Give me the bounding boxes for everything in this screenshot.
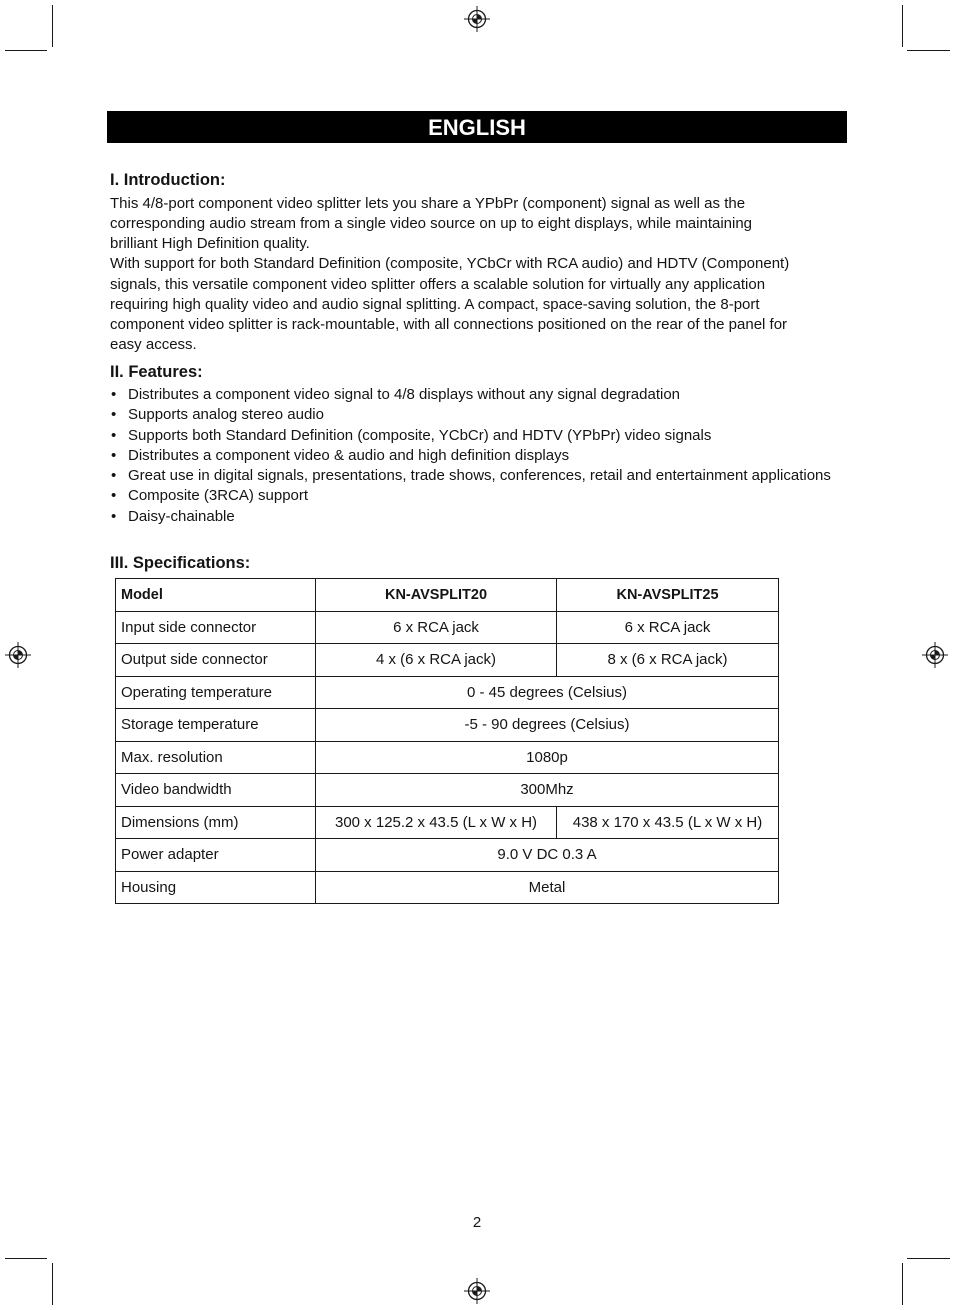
language-title-bar: ENGLISH	[107, 111, 847, 143]
introduction-text	[110, 194, 789, 355]
table-cell: 438 x 170 x 43.5 (L x W x H)	[557, 806, 779, 839]
introduction-line: corresponding audio stream from a single video source on up to eight displays, while maintaining	[110, 215, 753, 233]
table-row	[116, 644, 779, 677]
list-item: • Distributes a component video & audio and high definition displays	[110, 446, 847, 466]
crop-mark	[5, 1258, 47, 1259]
introduction-line: requiring high quality video and audio signal splitting. A compact, space-saving solution, the 8-port	[110, 295, 760, 313]
crop-mark	[907, 1258, 950, 1259]
row-label: Power adapter	[116, 839, 316, 872]
registration-mark-icon	[464, 1278, 490, 1304]
table-cell: 1080p	[316, 741, 779, 774]
table-cell: 300Mhz	[316, 774, 779, 807]
row-label: Housing	[116, 871, 316, 904]
features-heading: II. Features:	[110, 363, 203, 381]
table-row	[116, 741, 779, 774]
introduction-line: brilliant High Definition quality.	[110, 235, 310, 253]
row-label: Max. resolution	[116, 741, 316, 774]
row-label: Storage temperature	[116, 709, 316, 742]
introduction-line: With support for both Standard Definition (composite, YCbCr with RCA audio) and HDTV (Component)	[110, 255, 790, 273]
row-label: Dimensions (mm)	[116, 806, 316, 839]
page-number: 2	[472, 1214, 482, 1231]
introduction-heading: I. Introduction:	[110, 171, 226, 189]
table-cell: Metal	[316, 871, 779, 904]
crop-mark	[902, 1263, 903, 1305]
table-cell: 300 x 125.2 x 43.5 (L x W x H)	[316, 806, 557, 839]
table-cell: -5 - 90 degrees (Celsius)	[316, 709, 779, 742]
introduction-line: This 4/8-port component video splitter lets you share a YPbPr (component) signal as well as the	[110, 195, 746, 212]
specifications-table	[115, 578, 779, 904]
crop-mark	[902, 5, 903, 47]
table-row	[116, 871, 779, 904]
table-row	[116, 611, 779, 644]
registration-mark-icon	[922, 642, 948, 668]
list-item: • Daisy-chainable	[110, 507, 847, 527]
crop-mark	[52, 5, 53, 47]
introduction-line: easy access.	[110, 336, 197, 354]
list-item: • Composite (3RCA) support	[110, 486, 847, 506]
list-item: • Supports analog stereo audio	[110, 405, 847, 425]
table-row	[116, 709, 779, 742]
table-row	[116, 774, 779, 807]
registration-mark-icon	[464, 6, 490, 32]
list-item: • Distributes a component video signal to 4/8 displays without any signal degradation	[110, 385, 847, 405]
table-header-row	[116, 579, 779, 612]
introduction-line: component video splitter is rack-mountable, with all connections positioned on the rear of the panel for	[110, 315, 788, 333]
header-cell-kn-avsplit25: KN-AVSPLIT25	[557, 579, 779, 612]
header-cell-kn-avsplit20: KN-AVSPLIT20	[316, 579, 557, 612]
row-label: Output side connector	[116, 644, 316, 677]
table-cell: 8 x (6 x RCA jack)	[557, 644, 779, 677]
row-label: Input side connector	[116, 611, 316, 644]
table-cell: 4 x (6 x RCA jack)	[316, 644, 557, 677]
introduction-line: signals, this versatile component video splitter offers a scalable solution for virtually any application	[110, 275, 766, 293]
crop-mark	[52, 1263, 53, 1305]
table-cell: 6 x RCA jack	[557, 611, 779, 644]
row-label: Operating temperature	[116, 676, 316, 709]
row-label: Video bandwidth	[116, 774, 316, 807]
table-row	[116, 839, 779, 872]
registration-mark-icon	[5, 642, 31, 668]
crop-mark	[5, 50, 47, 51]
table-cell: 6 x RCA jack	[316, 611, 557, 644]
list-item: • Great use in digital signals, presentations, trade shows, conferences, retail and entertainment applications	[110, 466, 847, 486]
table-row	[116, 806, 779, 839]
list-item: • Supports both Standard Definition (composite, YCbCr) and HDTV (YPbPr) video signals	[110, 426, 847, 446]
table-cell: 9.0 V DC 0.3 A	[316, 839, 779, 872]
table-cell: 0 - 45 degrees (Celsius)	[316, 676, 779, 709]
table-row	[116, 676, 779, 709]
features-list	[110, 385, 847, 527]
crop-mark	[907, 50, 950, 51]
header-cell-model: Model	[116, 579, 316, 612]
specifications-heading: III. Specifications:	[110, 554, 251, 572]
